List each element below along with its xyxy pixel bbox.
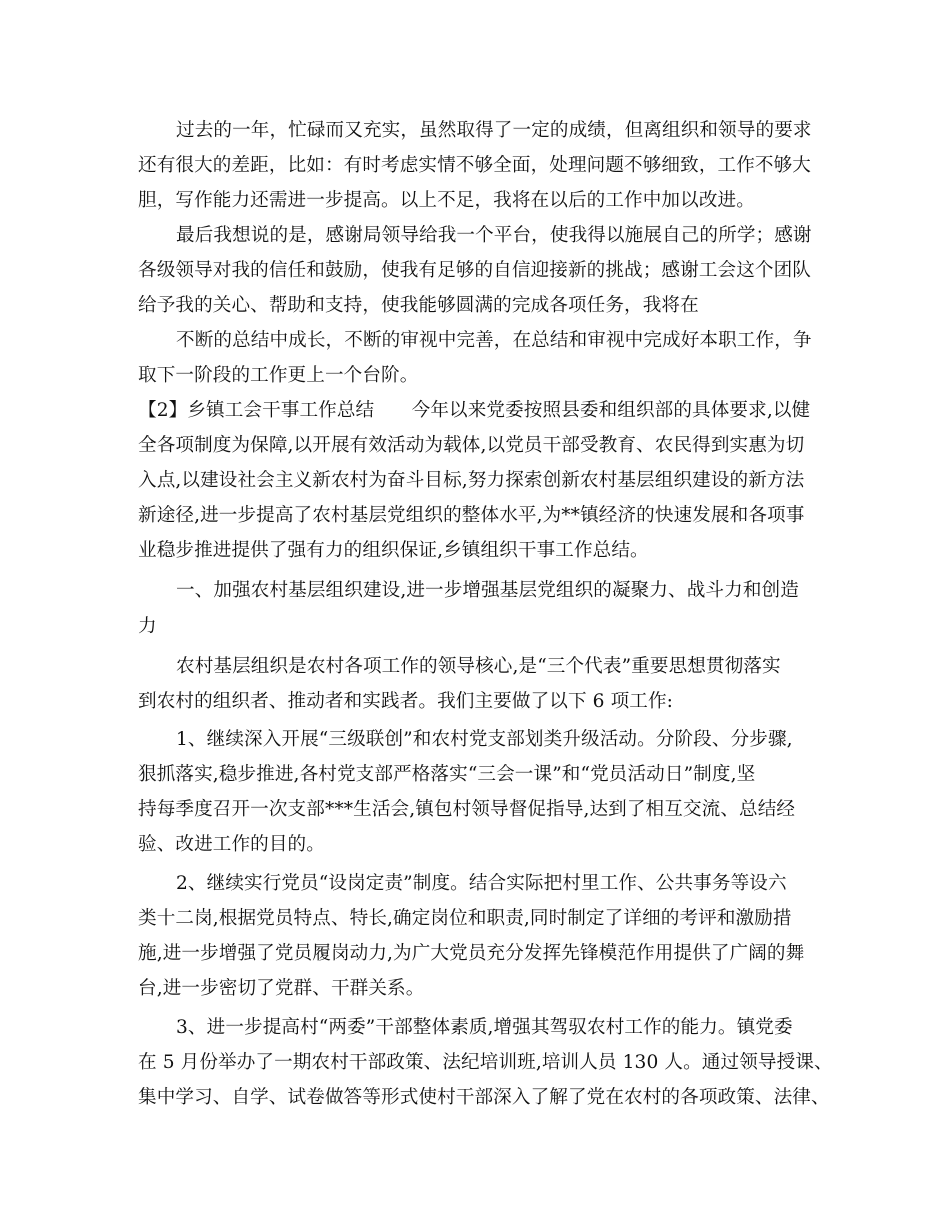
text-line: 各级领导对我的信任和鼓励，使我有足够的自信迎接新的挑战；感谢工会这个团队 [138,260,811,281]
text-line: 入点,以建设社会主义新农村为奋斗目标,努力探索创新农村基层组织建设的新方法 [138,470,805,491]
text-line: 新途径,进一步提高了农村基层党组织的整体水平,为**镇经济的快速发展和各项事 [138,505,805,526]
text-line: 施,进一步增强了党员履岗动力,为广大党员充分发挥先锋模范作用提供了广阔的舞 [138,943,805,964]
text-line: 到农村的组织者、推动者和实践者。我们主要做了以下 6 项工作: [138,691,674,712]
subheading-line: 一、加强农村基层组织建设,进一步增强基层党组织的凝聚力、战斗力和创造 [176,580,799,601]
text-line: 胆，写作能力还需进一步提高。以上不足，我将在以后的工作中加以改进。 [138,190,755,211]
text-line: 狠抓落实,稳步推进,各村党支部严格落实“三会一课”和“党员活动日”制度,坚 [138,764,756,785]
text-line: 业稳步推进提供了强有力的组织保证,乡镇组织干事工作总结。 [138,540,649,561]
text-line: 3、进一步提高村“两委”干部整体素质,增强其驾驭农村工作的能力。镇党委 [176,1017,793,1038]
text-line: 集中学习、自学、试卷做答等形式使村干部深入了解了党在农村的各项政策、法律、 [138,1087,830,1108]
text-line: 台,进一步密切了党群、干群关系。 [138,978,425,999]
text-line: 持每季度召开一次支部***生活会,镇包村领导督促指导,达到了相互交流、总结经 [138,799,796,820]
text-line: 在 5 月份举办了一期农村干部政策、法纪培训班,培训人员 130 人。通过领导授课、 [138,1052,833,1073]
text-line: 还有很大的差距，比如：有时考虑实情不够全面，处理问题不够细致，工作不够大 [138,155,811,176]
text-line: 最后我想说的是，感谢局领导给我一个平台，使我得以施展自己的所学；感谢 [176,225,812,246]
text-line: 1、继续深入开展“三级联创”和农村党支部划类升级活动。分阶段、分步骤, [176,729,793,750]
text-line: 不断的总结中成长，不断的审视中完善，在总结和审视中完成好本职工作，争 [176,330,812,351]
text-line: 取下一阶段的工作更上一个台阶。 [138,365,419,386]
text-line: 过去的一年，忙碌而又充实，虽然取得了一定的成绩，但离组织和领导的要求 [176,120,812,141]
subheading-line: 力 [138,616,157,637]
text-line: 给予我的关心、帮助和支持，使我能够圆满的完成各项任务，我将在 [138,295,699,316]
text-line: 类十二岗,根据党员特点、特长,确定岗位和职责,同时制定了详细的考评和激励措 [138,908,792,929]
text-line: 验、改进工作的目的。 [138,834,325,855]
text-line: 农村基层组织是农村各项工作的领导核心,是“三个代表”重要思想贯彻落实 [176,656,781,677]
section-heading-line: 【2】乡镇工会干事工作总结 今年以来党委按照县委和组织部的具体要求,以健 [138,400,811,421]
text-line: 2、继续实行党员“设岗定责”制度。结合实际把村里工作、公共事务等设六 [176,873,787,894]
text-line: 全各项制度为保障,以开展有效活动为载体,以党员干部受教育、农民得到实惠为切 [138,435,805,456]
